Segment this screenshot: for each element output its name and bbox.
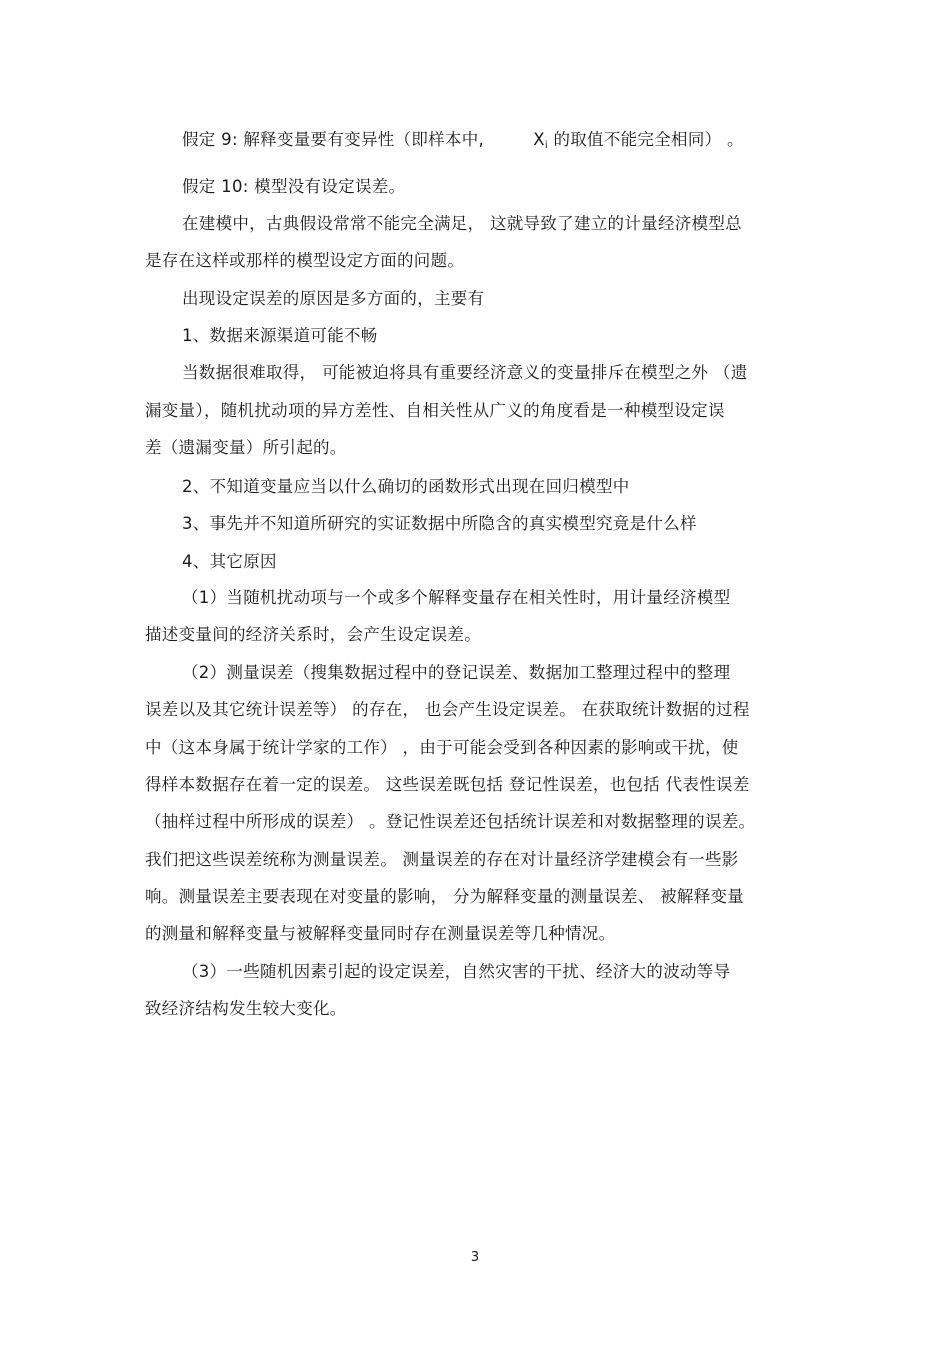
- assumption-9-line: [182, 129, 744, 157]
- list-heading-3: 3、事先并不知道所研究的实证数据中所隐含的真实模型究竟是什么样: [182, 514, 697, 533]
- list-heading-1: 1、数据来源渠道可能不畅: [182, 326, 378, 345]
- paragraph-line: 出现设定误差的原因是多方面的，主要有: [182, 289, 485, 308]
- paragraph-line: 误差以及其它统计误差等） 的存在， 也会产生设定误差。 在获取统计数据的过程: [145, 700, 750, 719]
- paragraph-line: 漏变量），随机扰动项的异方差性、自相关性从广义的角度看是一种模型设定误: [145, 401, 725, 420]
- paragraph-line: 当数据很难取得， 可能被迫将具有重要经济意义的变量排斥在模型之外 （遗: [182, 363, 748, 382]
- variable-subscript: i: [544, 140, 548, 151]
- paragraph-line: 致经济结构发生较大变化。: [145, 999, 347, 1018]
- assumption-10-line: [182, 176, 405, 198]
- paragraph-line: 在建模中，古典假设常常不能完全满足， 这就导致了建立的计量经济模型总: [182, 214, 742, 233]
- list-heading-2: 2、不知道变量应当以什么确切的函数形式出现在回归模型中: [182, 477, 630, 496]
- assumption-9-text-end: 的取值不能完全相同） 。: [553, 130, 744, 149]
- assumption-9-text: 解释变量要有变异性（即样本中,: [243, 130, 485, 149]
- paragraph-line: （3）一些随机因素引起的设定误差，自然灾害的干扰、经济大的波动等导: [182, 962, 731, 981]
- paragraph-line: 差（遗漏变量）所引起的。: [145, 438, 347, 457]
- paragraph-line: （2）测量误差（搜集数据过程中的登记误差、数据加工整理过程中的整理: [182, 663, 731, 682]
- page-number: 3: [470, 1250, 480, 1265]
- paragraph-line: 我们把这些误差统称为测量误差。 测量误差的存在对计量经济学建模会有一些影: [145, 850, 739, 869]
- assumption-10-label: 假定 10:: [182, 177, 249, 196]
- paragraph-line: 描述变量间的经济关系时，会产生设定误差。: [145, 625, 481, 644]
- paragraph-line: 得样本数据存在着一定的误差。 这些误差既包括 登记性误差，也包括 代表性误差: [145, 775, 750, 794]
- assumption-9-label: 假定 9:: [182, 130, 238, 149]
- variable-x: X: [533, 130, 545, 149]
- paragraph-line: （1）当随机扰动项与一个或多个解释变量存在相关性时，用计量经济模型: [182, 588, 731, 607]
- list-heading-4: 4、其它原因: [182, 552, 277, 571]
- paragraph-line: 响。测量误差主要表现在对变量的影响， 分为解释变量的测量误差、 被解释变量: [145, 887, 745, 906]
- paragraph-line: 的测量和解释变量与被解释变量同时存在测量误差等几种情况。: [145, 924, 616, 943]
- assumption-10-text: 模型没有设定误差。: [254, 177, 406, 196]
- paragraph-line: （抽样过程中所形成的误差） 。登记性误差还包括统计误差和对数据整理的误差。: [145, 812, 756, 831]
- paragraph-line: 是存在这样或那样的模型设定方面的问题。: [145, 251, 465, 270]
- paragraph-line: 中（这本身属于统计学家的工作） ，由于可能会受到各种因素的影响或干扰，使: [145, 738, 739, 757]
